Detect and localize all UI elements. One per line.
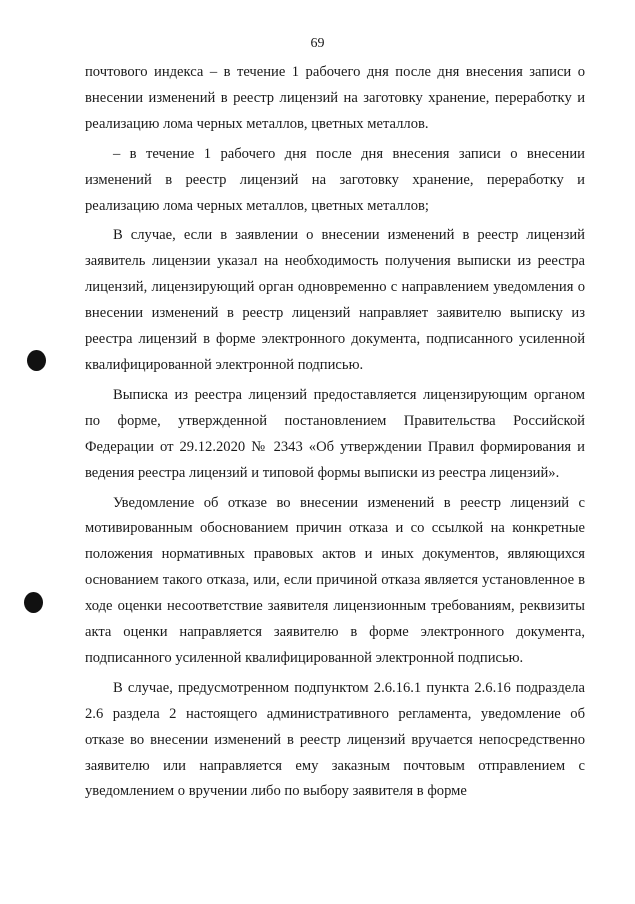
paragraph-2: – в течение 1 рабочего дня после дня внесения записи о внесении изменений в реестр лицензий на заготовку хранение, переработку и реализацию лома черных металлов, цветных металлов;: [85, 145, 585, 214]
punch-hole-mark: [24, 592, 43, 613]
document-body: [85, 60, 585, 805]
paragraph-6: В случае, предусмотренном подпунктом 2.6.16.1 пункта 2.6.16 подраздела 2.6 раздела 2 настоящего административного регламента, уведомление об отказе во внесении изменений в реестр лицензий вручается непосредственно заявителю или направляется ему заказным почтовым отправлением с уведомлением о вручении либо по выбору заявителя в форме: [85, 679, 585, 800]
punch-hole-mark: [27, 350, 46, 371]
paragraph-4: Выписка из реестра лицензий предоставляется лицензирующим органом по форме, утвержденной постановлением Правительства Российской Федерации от 29.12.2020 № 2343 «Об утверждении Правил формирования и ведения реестра лицензий и типовой формы выписки из реестра лицензий».: [85, 386, 585, 481]
paragraph-3: В случае, если в заявлении о внесении изменений в реестр лицензий заявитель лицензии указал на необходимость получения выписки из реестра лицензий, лицензирующий орган одновременно с направлением уведомления о внесении изменений в реестр лицензий направляет заявителю выписку из реестра лицензий в форме электронного документа, подписанного усиленной квалифицированной электронной подписью.: [85, 227, 585, 373]
paragraph-5: Уведомление об отказе во внесении изменений в реестр лицензий с мотивированным обоснованием причин отказа и со ссылкой на конкретные положения нормативных правовых актов и иных документов, являющихся основанием такого отказа, или, если причиной отказа является установленное в ходе оценки несоответствие заявителя лицензионным требованиям, реквизиты акта оценки направляется заявителю в форме электронного документа, подписанного усиленной квалифицированной электронной подписью.: [85, 494, 585, 666]
page-number: 69: [310, 36, 325, 51]
paragraph-1: почтового индекса – в течение 1 рабочего дня после дня внесения записи о внесении изменений в реестр лицензий на заготовку хранение, переработку и реализацию лома черных металлов, цветных металлов.: [85, 64, 585, 132]
